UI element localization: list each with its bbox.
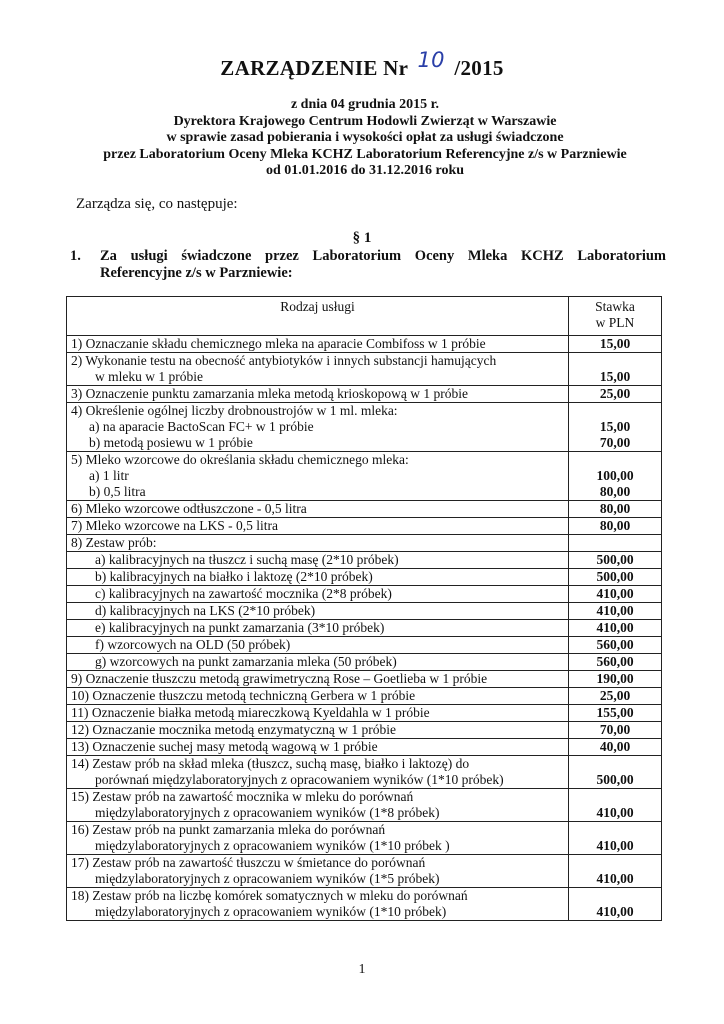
price-cell [569, 569, 662, 586]
price-cell [569, 855, 662, 888]
service-text: g) wzorcowych na punkt zamarzania mleka (50 próbek) [95, 654, 397, 669]
service-text: a) 1 litr [89, 468, 129, 483]
service-cell [67, 535, 569, 552]
table-row [67, 671, 662, 688]
service-cell [67, 386, 569, 403]
header-period: od 01.01.2016 do 31.12.2016 roku [265, 163, 465, 178]
table-row [67, 535, 662, 552]
table-row [67, 336, 662, 353]
price-value: 410,00 [596, 838, 634, 853]
price-cell [569, 688, 662, 705]
service-text: 2) Wykonanie testu na obecność antybiotyków i innych substancji hamujących [71, 353, 497, 368]
document-title [0, 48, 724, 81]
price-cell [569, 501, 662, 518]
title-suffix: /2015 [454, 56, 504, 80]
service-cell [67, 722, 569, 739]
price-cell [569, 336, 662, 353]
price-cell [569, 654, 662, 671]
service-cell [67, 756, 569, 789]
service-text: 14) Zestaw prób na skład mleka (tłuszcz, suchą masę, białko i laktozę) do [71, 756, 470, 771]
price-value: 410,00 [596, 603, 634, 618]
table-row [67, 739, 662, 756]
price-value: 80,00 [599, 518, 631, 533]
point-number: 1. [70, 248, 81, 264]
price-value: 40,00 [599, 739, 631, 754]
service-cell [67, 403, 569, 452]
price-value: 100,00 [596, 468, 634, 483]
header-date: z dnia 04 grudnia 2015 r. [290, 97, 440, 112]
service-text: a) kalibracyjnych na tłuszcz i suchą masę (2*10 próbek) [95, 552, 399, 567]
header-rate-line-1: Stawka [595, 299, 635, 314]
table-row [67, 501, 662, 518]
price-value: 410,00 [596, 871, 634, 886]
price-value: 25,00 [599, 688, 631, 703]
service-text: w mleku w 1 próbie [95, 369, 203, 384]
table-header-row [67, 297, 662, 336]
price-value: 15,00 [599, 369, 631, 384]
table-row [67, 403, 662, 452]
price-cell [569, 586, 662, 603]
price-cell [569, 353, 662, 386]
service-text: 15) Zestaw prób na zawartość mocznika w mleku do porównań [71, 789, 414, 804]
service-text: 16) Zestaw prób na punkt zamarzania mleka do porównań [71, 822, 386, 837]
service-cell [67, 637, 569, 654]
price-value: 190,00 [596, 671, 634, 686]
point-text-line-1: Za usługi świadczone przez Laboratorium Oceny Mleka KCHZ Laboratorium [100, 248, 666, 264]
point-text-line-2: Referencyjne z/s w Parzniewie: [100, 265, 293, 281]
service-cell [67, 888, 569, 921]
header-issuer: Dyrektora Krajowego Centrum Hodowli Zwierząt w Warszawie [173, 113, 557, 129]
table-row [67, 855, 662, 888]
service-text: 1) Oznaczanie składu chemicznego mleka na aparacie Combifoss w 1 próbie [71, 336, 486, 351]
price-value: 80,00 [599, 484, 631, 499]
service-text: 12) Oznaczanie mocznika metodą enzymatyczną w 1 próbie [71, 722, 396, 737]
service-text: 7) Mleko wzorcowe na LKS - 0,5 litra [71, 518, 278, 533]
price-value: 560,00 [596, 654, 634, 669]
price-cell [569, 518, 662, 535]
service-text: 11) Oznaczenie białka metodą miareczkową Kyeldahla w 1 próbie [71, 705, 430, 720]
intro-text: Zarządza się, co następuje: [76, 196, 238, 212]
service-text: e) kalibracyjnych na punkt zamarzania (3*10 próbek) [95, 620, 385, 635]
price-cell [569, 671, 662, 688]
service-cell [67, 552, 569, 569]
price-cell [569, 403, 662, 452]
price-cell [569, 552, 662, 569]
service-text: 10) Oznaczenie tłuszczu metodą techniczną Gerbera w 1 próbie [71, 688, 416, 703]
service-text: a) na aparacie BactoScan FC+ w 1 próbie [89, 419, 314, 434]
fee-table [66, 296, 662, 921]
service-text: b) kalibracyjnych na białko i laktozę (2*10 próbek) [95, 569, 373, 584]
header-rate [569, 297, 662, 336]
price-cell [569, 888, 662, 921]
service-cell [67, 789, 569, 822]
service-text: b) metodą posiewu w 1 próbie [89, 435, 253, 450]
service-text: 3) Oznaczenie punktu zamarzania mleka metodą krioskopową w 1 próbie [71, 386, 468, 401]
table-row [67, 688, 662, 705]
header-subject: w sprawie zasad pobierania i wysokości opłat za usługi świadczone [166, 130, 564, 145]
table-row [67, 452, 662, 501]
service-text: d) kalibracyjnych na LKS (2*10 próbek) [95, 603, 316, 618]
price-cell [569, 756, 662, 789]
service-text: c) kalibracyjnych na zawartość mocznika (2*8 próbek) [95, 586, 392, 601]
service-text: międzylaboratoryjnych z opracowaniem wyników (1*10 próbek) [95, 904, 447, 919]
service-cell [67, 855, 569, 888]
price-cell [569, 386, 662, 403]
table-row [67, 822, 662, 855]
service-text: 18) Zestaw prób na liczbę komórek somatycznych w mleku do porównań [71, 888, 468, 903]
service-cell [67, 586, 569, 603]
header-service: Rodzaj usługi [67, 297, 569, 336]
service-text: 6) Mleko wzorcowe odtłuszczone - 0,5 litra [71, 501, 307, 516]
price-cell [569, 739, 662, 756]
price-cell [569, 722, 662, 739]
page-number: 1 [358, 962, 366, 977]
price-cell [569, 822, 662, 855]
price-value: 560,00 [596, 637, 634, 652]
price-value: 25,00 [599, 386, 631, 401]
service-text: b) 0,5 litra [89, 484, 146, 499]
price-value: 80,00 [599, 501, 631, 516]
service-cell [67, 603, 569, 620]
service-cell [67, 452, 569, 501]
service-cell [67, 739, 569, 756]
price-value: 155,00 [596, 705, 634, 720]
service-text: 9) Oznaczenie tłuszczu metodą grawimetryczną Rose – Goetlieba w 1 próbie [71, 671, 488, 686]
table-row [67, 654, 662, 671]
point-1 [70, 248, 666, 282]
price-cell [569, 637, 662, 654]
table-row [67, 518, 662, 535]
service-cell [67, 654, 569, 671]
service-text: 4) Określenie ogólnej liczby drobnoustrojów w 1 ml. mleka: [71, 403, 398, 418]
service-cell [67, 671, 569, 688]
service-text: międzylaboratoryjnych z opracowaniem wyników (1*8 próbek) [95, 805, 440, 820]
service-cell [67, 620, 569, 637]
table-row [67, 386, 662, 403]
service-cell [67, 569, 569, 586]
table-row [67, 705, 662, 722]
handwritten-number: 10 [417, 48, 445, 72]
price-value: 70,00 [599, 435, 631, 450]
service-text: międzylaboratoryjnych z opracowaniem wyników (1*5 próbek) [95, 871, 440, 886]
price-value: 410,00 [596, 586, 634, 601]
price-cell [569, 603, 662, 620]
table-row [67, 756, 662, 789]
service-cell [67, 822, 569, 855]
price-value: 410,00 [596, 620, 634, 635]
table-row [67, 552, 662, 569]
service-text: porównań międzylaboratoryjnych z opracowaniem wyników (1*10 próbek) [95, 772, 504, 787]
price-cell [569, 620, 662, 637]
service-cell [67, 353, 569, 386]
table-row [67, 569, 662, 586]
header-lab: przez Laboratorium Oceny Mleka KCHZ Laboratorium Referencyjne z/s w Parzniewie [103, 146, 627, 162]
table-row [67, 722, 662, 739]
service-text: międzylaboratoryjnych z opracowaniem wyników (1*10 próbek ) [95, 838, 450, 853]
table-row [67, 789, 662, 822]
price-cell [569, 789, 662, 822]
service-text: 5) Mleko wzorcowe do określania składu chemicznego mleka: [71, 452, 409, 467]
price-cell [569, 705, 662, 722]
service-text: f) wzorcowych na OLD (50 próbek) [95, 637, 291, 652]
service-cell [67, 336, 569, 353]
table-row [67, 888, 662, 921]
price-value: 410,00 [596, 904, 634, 919]
service-cell [67, 518, 569, 535]
service-text: 13) Oznaczenie suchej masy metodą wagową w 1 próbie [71, 739, 378, 754]
price-cell [569, 452, 662, 501]
paragraph-mark: § 1 [352, 230, 372, 246]
price-value: 70,00 [599, 722, 631, 737]
table-row [67, 353, 662, 386]
table-row [67, 637, 662, 654]
price-value: 410,00 [596, 805, 634, 820]
title-prefix: ZARZĄDZENIE Nr [220, 56, 408, 80]
price-value: 500,00 [596, 772, 634, 787]
service-cell [67, 501, 569, 518]
price-value: 500,00 [596, 552, 634, 567]
document-header [60, 97, 670, 180]
table-row [67, 620, 662, 637]
price-value: 15,00 [599, 336, 631, 351]
service-text: 8) Zestaw prób: [71, 535, 157, 550]
price-value: 15,00 [599, 419, 631, 434]
table-row [67, 603, 662, 620]
service-text: 17) Zestaw prób na zawartość tłuszczu w śmietance do porównań [71, 855, 426, 870]
price-value: 500,00 [596, 569, 634, 584]
header-rate-line-2: w PLN [595, 315, 635, 330]
service-cell [67, 688, 569, 705]
service-cell [67, 705, 569, 722]
price-cell [569, 535, 662, 552]
table-row [67, 586, 662, 603]
